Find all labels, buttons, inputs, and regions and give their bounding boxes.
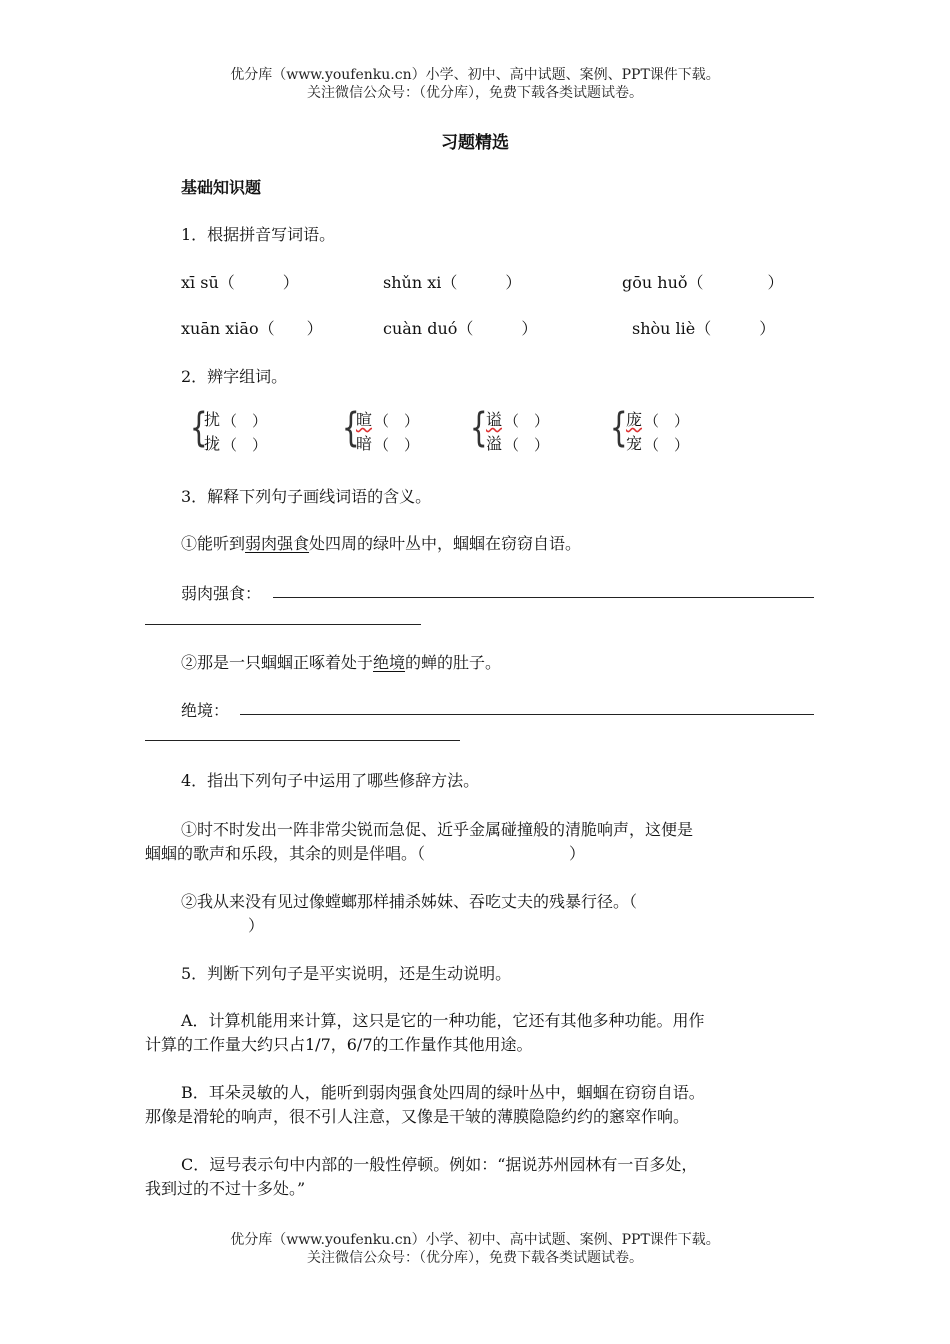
section-heading: 基础知识题: [181, 178, 262, 197]
q2-char-top: 谥: [486, 410, 503, 429]
q3-s2-underlined: 绝境: [373, 653, 406, 672]
brace-icon: {: [341, 405, 360, 451]
q3-sentence-2: [181, 650, 501, 673]
q2-paren: （ ）: [222, 436, 268, 454]
footer-line-1: 优分库（www.youfenku.cn）小学、初中、高中试题、案例、PPT课件下载。: [230, 1232, 720, 1248]
q5-c-line-1: C．逗号表示句中内部的一般性停顿。例如：“据说苏州园林有一百多处，: [181, 1155, 698, 1174]
q4-s1-line-2: 蝈蝈的歌声和乐段，其余的则是伴唱。（ ）: [145, 844, 586, 863]
q1-item-2: shǔn xi（ ）: [383, 273, 522, 292]
brace-icon: {: [609, 405, 628, 451]
q4-s1-line-1: ①时不时发出一阵非常尖锐而急促、近乎金属碰撞般的清脆响声，这便是: [181, 820, 694, 839]
brace-icon: {: [189, 405, 208, 451]
q3-s2-pre: ②那是一只蝈蝈正啄着处于: [181, 653, 374, 672]
q3-s1-pre: ①能听到: [181, 534, 246, 553]
q2-paren: （ ）: [504, 436, 550, 454]
q2-paren: （ ）: [644, 436, 690, 454]
q1-item-3: gōu huǒ（ ）: [622, 273, 784, 292]
q2-char-bottom: 溢: [486, 434, 503, 453]
header-line-2: 关注微信公众号：（优分库），免费下载各类试题试卷。: [307, 85, 643, 101]
q4-s2-line-2: ）: [248, 916, 265, 935]
answer-line: [273, 597, 814, 598]
q2-paren: （ ）: [374, 412, 420, 430]
q2-char-bottom: 宠: [626, 434, 643, 453]
q3-prompt: 3．解释下列句子画线词语的含义。: [181, 487, 432, 506]
q2-paren: （ ）: [374, 436, 420, 454]
q3-s1-underlined: 弱肉强食: [245, 534, 310, 553]
footer-line-2: 关注微信公众号：（优分库），免费下载各类试题试卷。: [307, 1250, 643, 1266]
q3-label-2: 绝境：: [181, 701, 230, 720]
q5-b-line-2: 那像是滑轮的响声，很不引人注意，又像是干皱的薄膜隐隐约约的窸窣作响。: [145, 1107, 690, 1126]
q3-sentence-1: [181, 531, 581, 554]
q5-a-line-1: A．计算机能用来计算，这只是它的一种功能，它还有其他多种功能。用作: [181, 1011, 705, 1030]
q2-prompt: 2．辨字组词。: [181, 367, 288, 386]
answer-line: [145, 740, 460, 741]
q1-item-1: xī sū（ ）: [181, 273, 299, 292]
q5-c-line-2: 我到过的不过十多处。”: [145, 1179, 306, 1198]
q2-char-bottom: 暗: [356, 434, 373, 453]
q2-char-bottom: 拢: [204, 434, 221, 453]
answer-line: [145, 624, 421, 625]
q1-prompt: 1．根据拼音写词语。: [181, 225, 336, 244]
q3-s1-post: 处四周的绿叶丛中，蝈蝈在窃窃自语。: [309, 534, 582, 553]
q2-char-top: 庞: [626, 410, 643, 429]
q2-paren: （ ）: [644, 412, 690, 430]
q1-item-6: shòu liè（ ）: [632, 319, 776, 338]
brace-icon: {: [469, 405, 488, 451]
q1-item-4: xuān xiāo（ ）: [181, 319, 323, 338]
q2-char-top: 暄: [356, 410, 373, 429]
header-line-1: 优分库（www.youfenku.cn）小学、初中、高中试题、案例、PPT课件下载。: [230, 67, 720, 83]
q3-label-1: 弱肉强食：: [181, 584, 262, 603]
answer-line: [240, 714, 814, 715]
page-title: 习题精选: [441, 133, 509, 153]
q2-char-top: 扰: [204, 410, 221, 429]
q2-paren: （ ）: [504, 412, 550, 430]
q5-a-line-2: 计算的工作量大约只占1/7，6/7的工作量作其他用途。: [145, 1035, 533, 1054]
q1-item-5: cuàn duó（ ）: [383, 319, 538, 338]
q5-prompt: 5．判断下列句子是平实说明，还是生动说明。: [181, 964, 512, 983]
q4-s2-line-1: ②我从来没有见过像螳螂那样捕杀姊妹、吞吃丈夫的残暴行径。（: [181, 892, 638, 911]
q2-paren: （ ）: [222, 412, 268, 430]
q3-s2-post: 的蝉的肚子。: [405, 653, 502, 672]
q4-prompt: 4．指出下列句子中运用了哪些修辞方法。: [181, 771, 480, 790]
q5-b-line-1: B．耳朵灵敏的人，能听到弱肉强食处四周的绿叶丛中，蝈蝈在窃窃自语。: [181, 1083, 705, 1102]
